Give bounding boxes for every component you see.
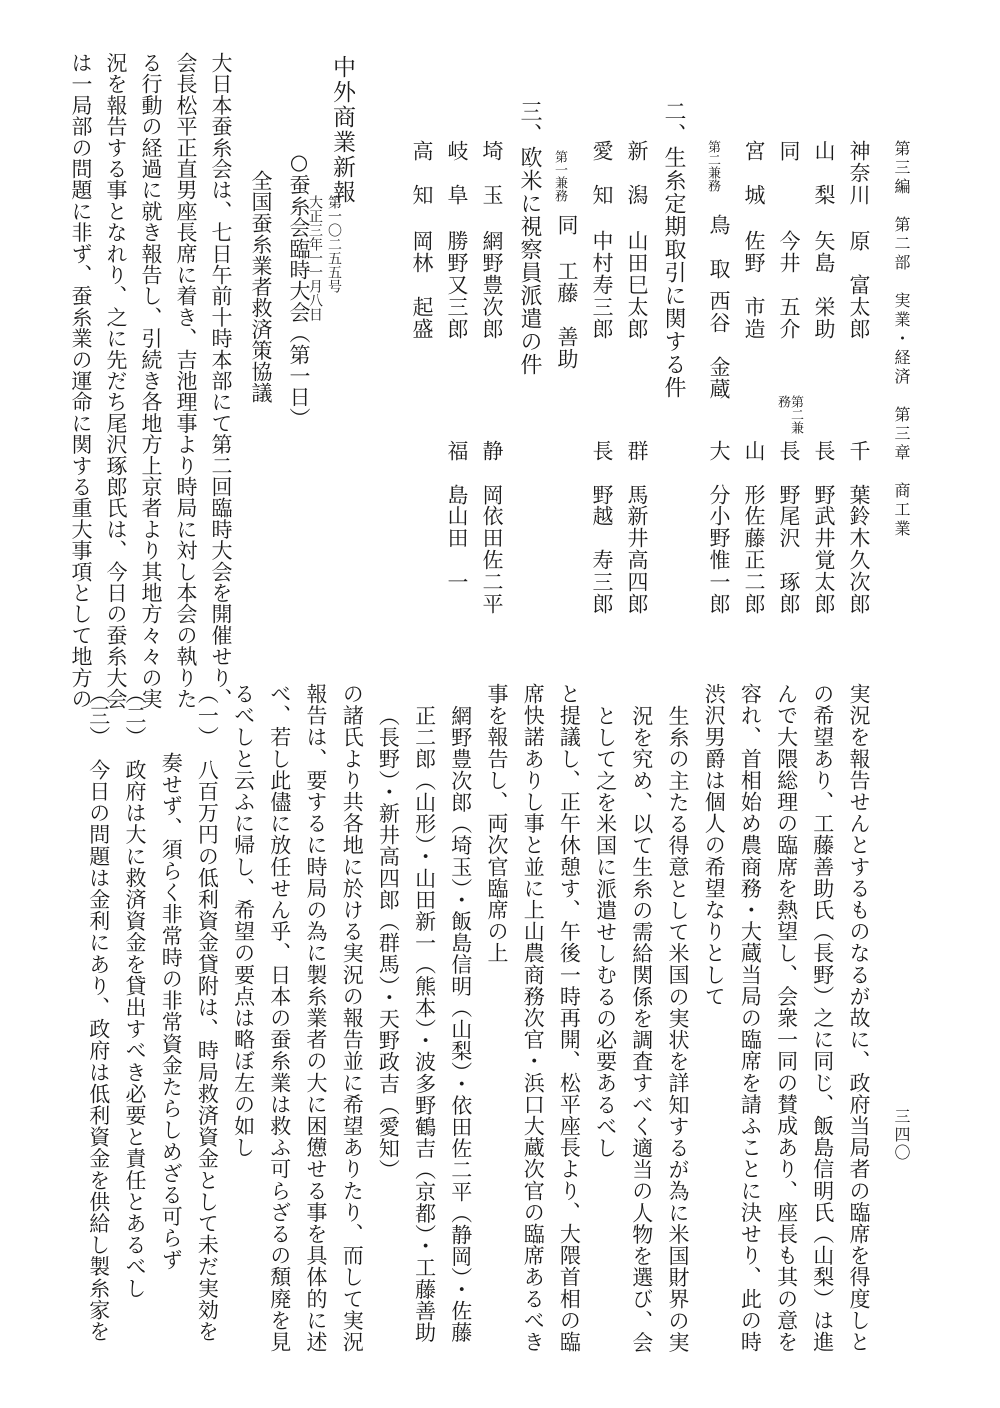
list-item-pref: 山 形 [742,440,766,506]
list-item-person: 依田佐二平 [480,505,504,615]
list-item-pref: 千 葉 [847,440,871,506]
kanmu-label [553,150,566,210]
page-number: 三四〇 [892,1108,911,1162]
body-line: べ、若し此儘に放任せん乎、日本の蚕糸業は救ふ可らざるの頽廃を見 [267,683,292,1353]
body-line: 会長松平正直男座長席に着き、吉池理事より時局に対し本会の執りた [174,52,198,710]
list-item-person: 越 寿三郎 [590,505,614,615]
body-line: 席快諾ありし事と並に上山農商務次官・浜口大蔵次官の臨席あるべき [521,683,546,1353]
body-line: 大日本蚕糸会は、七日午前十時本部にて第二回臨時大会を開催せり、 [209,52,233,710]
list-item-pref: 神奈川 [847,140,871,206]
body-line: る行動の経過に就き報告し、引続き各地方上京者より其地方々々の実 [139,52,163,710]
list-item-pref: 大 分 [707,440,731,506]
list-item-person: 矢島 栄助 [812,230,836,340]
list-item-person: 鈴木久次郎 [847,505,871,615]
body-line: （長野）・新井高四郎（群馬）・天野政吉（愛知） [376,705,401,1181]
list-item-person: 岡林 起盛 [410,230,434,340]
list-item-person: 山田 一 [445,505,469,593]
list-item-pref: 長 野 [777,440,801,506]
body-line: は一局部の問題に非ず、蚕糸業の運命に関する重大事項として地方の [69,52,93,710]
list-item-pref: 同 [555,214,579,236]
body-line: 況を報告する事となれり、之に先だち尾沢琢郎氏は、今日の蚕糸大会 [104,52,128,710]
body-line: んで大隈総理の臨席を熱望し、会衆一同の賛成あり、座長も其の意を [774,683,799,1353]
body-line: 網野豊次郎（埼玉）・飯島信明（山梨）・依田佐二平（静岡）・佐藤 [448,705,473,1344]
body-line: 実況を報告せんとするものなるが故に、政府当局者の臨席を得度しと [847,683,871,1353]
body-line: 奏せず、須らく非常時の非常資金たらしめざる可らず [159,752,184,1271]
list-item-person: 工藤 善助 [555,260,579,370]
list-item-person: 新井高四郎 [625,505,649,615]
issue-date: 大正三年一一月八日 [307,195,323,321]
list-item-pref: 長 野 [590,440,614,506]
kanmu-text: 第二兼務 [705,140,720,192]
list-item-pref: 宮 城 [742,140,766,206]
body-line: 生糸の主たる得意として米国の実状を詳知するが為に米国財界の実 [666,705,690,1353]
section-heading: 三、欧米に視察員派遣の件 [517,100,542,376]
list-item-pref: 同 [777,140,801,162]
article-title: ○蚕糸会臨時大会（第一日） [287,150,311,429]
body-line: の希望あり、工藤善助氏（長野）之に同じ、飯島信明氏（山梨）は進 [810,683,835,1353]
article-subtitle: 全国蚕糸業者救済策協議 [249,170,273,404]
list-item-pref: 岐 阜 [445,140,469,206]
body-line: の諸氏より共各地に於ける実況の報告並に希望ありたり、而して実況 [340,683,365,1353]
body-line: と提議し、正午休憩す、午後一時再開、松平座長より、大隈首相の臨 [557,683,582,1353]
list-item-pref: 群 馬 [625,440,649,506]
issue-number: 第一〇二五五号 [326,195,342,293]
list-item-pref: 高 知 [410,140,434,206]
list-item-person: 今井 五介 [777,230,801,340]
running-header: 第三編 第二部 実業・経済 第三章 商工業 [892,140,911,539]
kanmu-label [706,140,719,210]
list-item-pref: 長 野 [812,440,836,506]
body-line: 容れ、首相始め農商務・大蔵当局の臨席を請ふことに決せり、此の時 [738,683,763,1353]
list-item-person: 西谷 金蔵 [707,290,731,400]
kanmu-label [776,395,802,440]
section-heading: 二、生糸定期取引に関する件 [661,100,686,399]
list-item-pref: 愛 知 [590,140,614,206]
list-item-pref: 鳥 取 [707,214,731,280]
list-item-person: 武井覚太郎 [812,505,836,615]
body-line: 事を報告し、両次官臨席の上 [485,683,509,964]
list-item-person: 中村寿三郎 [590,230,614,340]
list-item-pref: 山 梨 [812,140,836,206]
list-item-pref: 埼 玉 [480,140,504,206]
body-line: （一） 八百万円の低利資金貸附は、時局救済資金として未だ実効を [195,683,220,1343]
body-line: として之を米国に派遣せしむるの必要あるべし [593,705,618,1159]
body-line: 渋沢男爵は個人の希望なりとして [702,683,727,1007]
body-line: 況を究め、以て生糸の需給関係を調査すべく適当の人物を選び、会 [629,705,654,1353]
body-line: 正二郎（山形）・山田新一（熊本）・波多野鶴吉（京都）・工藤善助 [412,705,437,1344]
list-item-person: 勝野又三郎 [445,230,469,340]
list-item-pref: 新 潟 [625,140,649,206]
list-item-person: 佐藤正二郎 [742,505,766,615]
list-item-person: 網野豊次郎 [480,230,504,340]
list-item-person: 小野惟一郎 [707,505,731,615]
list-item-person: 山田巳太郎 [625,230,649,340]
body-line: るべしと云ふに帰し、希望の要点は略ぼ左の如し [231,683,256,1159]
list-item-pref: 静 岡 [480,440,504,506]
body-line: （二） 政府は大に救済資金を貸出すべき必要と責任とあるべし [123,683,147,1299]
list-item-person: 原 富太郎 [847,230,871,340]
kanmu-text: 第二兼務 [775,395,803,434]
body-line: 報告は、要するに時局の為に製糸業者の大に困憊せる事を具体的に述 [304,683,328,1353]
body-line: （三） 今日の問題は金利にあり、政府は低利資金を供給し製糸家を [86,683,111,1343]
list-item-pref: 福 島 [445,440,469,506]
list-item-person: 尾沢 琢郎 [777,505,801,615]
list-item-person: 佐野 市造 [742,230,766,340]
newspaper-name: 中外商業新報 [329,55,355,205]
kanmu-text: 第一兼務 [552,150,567,202]
